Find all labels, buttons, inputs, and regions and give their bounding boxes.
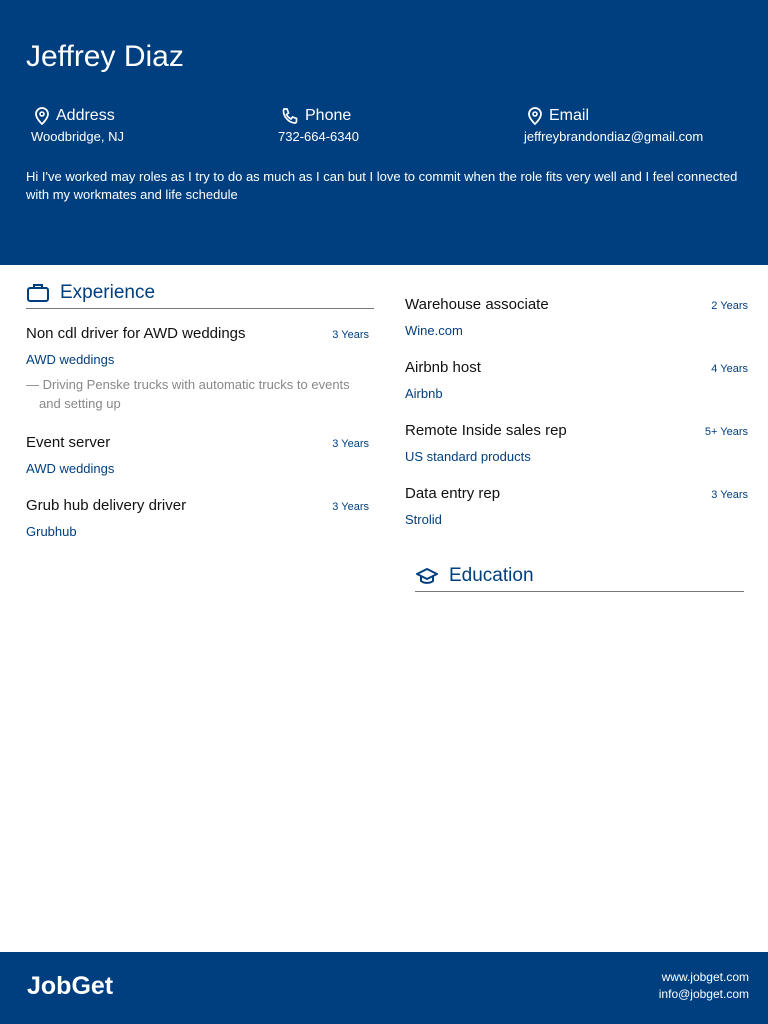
job-company: AWD weddings	[26, 352, 115, 367]
email-block	[519, 107, 703, 144]
phone-value: 732-664-6340	[278, 129, 359, 144]
job-title: Event server	[26, 434, 111, 451]
phone-label: Phone	[305, 107, 352, 124]
email-value: jeffreybrandondiaz@gmail.com	[524, 129, 704, 144]
jobget-logo: JobGet	[27, 972, 114, 1000]
email-label: Email	[549, 107, 590, 124]
job-duration: 3 Years	[711, 489, 748, 501]
job-title: Grub hub delivery driver	[26, 497, 187, 514]
job-entry	[405, 485, 748, 527]
phone-icon	[281, 107, 299, 125]
job-company: Grubhub	[26, 524, 77, 539]
experience-heading-text: Experience	[60, 282, 156, 303]
job-title: Remote Inside sales rep	[405, 422, 567, 439]
job-entry	[405, 422, 748, 464]
job-title: Non cdl driver for AWD weddings	[26, 325, 246, 342]
graduation-cap-icon	[415, 566, 439, 586]
job-title: Data entry rep	[405, 485, 501, 502]
location-pin-icon	[34, 107, 50, 125]
job-entry	[26, 325, 374, 413]
job-entry	[405, 296, 748, 338]
job-company: Strolid	[405, 512, 442, 527]
address-value: Woodbridge, NJ	[31, 129, 124, 144]
job-company: Airbnb	[405, 386, 443, 401]
job-company: AWD weddings	[26, 461, 115, 476]
phone-block	[273, 107, 359, 144]
job-duration: 5+ Years	[704, 426, 748, 438]
experience-left-column	[26, 282, 374, 560]
job-description: — Driving Penske trucks with automatic trucks to events and setting up	[26, 377, 350, 411]
briefcase-icon	[26, 283, 50, 303]
education-heading	[415, 565, 744, 592]
location-pin-icon	[527, 107, 543, 125]
resume-header	[0, 0, 768, 265]
education-heading-text: Education	[449, 565, 534, 586]
experience-heading	[26, 282, 374, 309]
experience-right-column	[405, 296, 748, 548]
job-duration: 3 Years	[332, 438, 369, 450]
footer-website[interactable]: www.jobget.com	[661, 970, 749, 984]
job-company: Wine.com	[405, 323, 463, 338]
job-title: Airbnb host	[405, 359, 481, 376]
summary: Hi I've worked may roles as I try to do as much as I can but I love to commit when the role fits very well and I feel connected with my workmates and life schedule	[26, 169, 738, 202]
job-entry	[26, 497, 374, 539]
candidate-name: Jeffrey Diaz	[26, 40, 184, 73]
footer-email[interactable]: info@jobget.com	[658, 987, 749, 1001]
footer	[0, 952, 768, 1024]
address-label: Address	[56, 107, 115, 124]
job-duration: 3 Years	[332, 501, 369, 513]
address-block	[26, 107, 124, 144]
job-duration: 2 Years	[711, 300, 748, 312]
job-title: Warehouse associate	[405, 296, 549, 313]
job-entry	[26, 434, 374, 476]
job-duration: 4 Years	[711, 363, 748, 375]
job-company: US standard products	[405, 449, 531, 464]
education-section	[415, 565, 744, 608]
job-duration: 3 Years	[332, 329, 369, 341]
job-entry	[405, 359, 748, 401]
